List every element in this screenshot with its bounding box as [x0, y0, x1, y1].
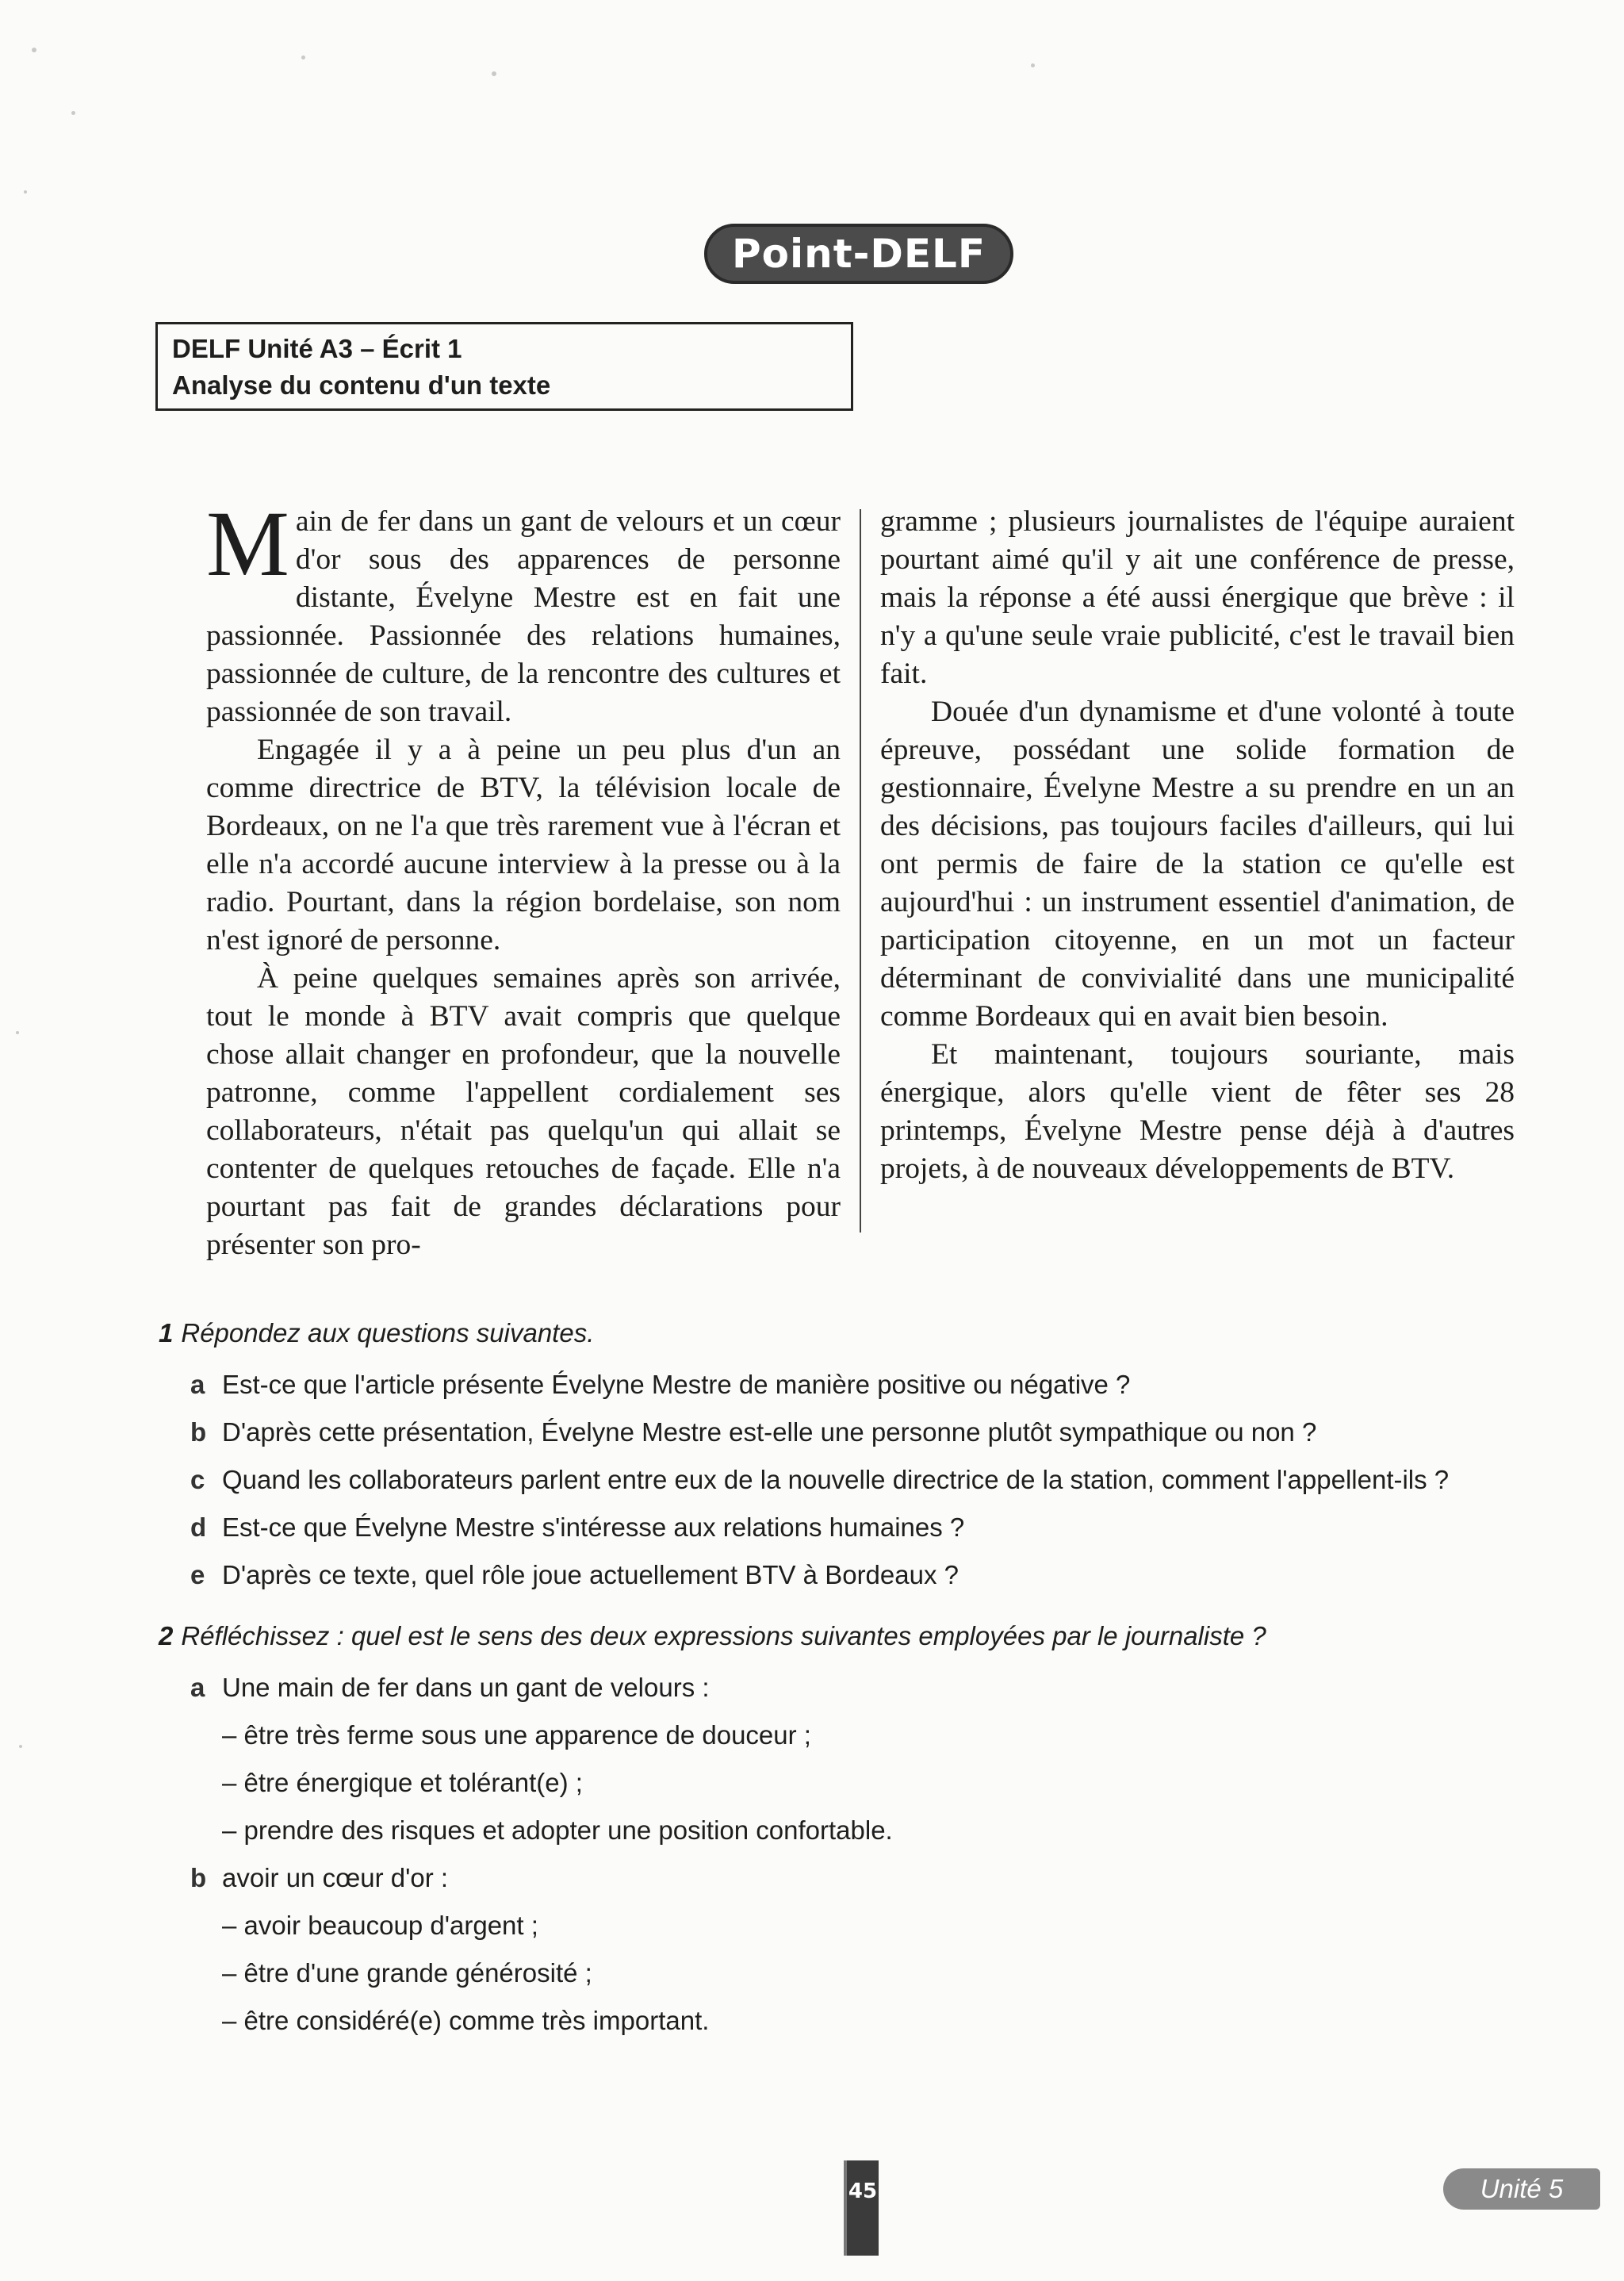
item-text: Est-ce que Évelyne Mestre s'intéresse aux relations humaines ?	[222, 1512, 965, 1542]
article-paragraph: gramme ; plusieurs journalistes de l'équipe auraient pourtant aimé qu'il y ait une conférence de presse, mais la réponse a été aussi énergique que brève : il n'y a qu'une seule vraie publicité, c'est le travail bien fait.	[880, 505, 1515, 690]
item-text: D'après ce texte, quel rôle joue actuellement BTV à Bordeaux ?	[222, 1560, 959, 1589]
scan-speckle	[492, 71, 496, 76]
question-item	[159, 1504, 1570, 1551]
item-text: Une main de fer dans un gant de velours :	[222, 1673, 710, 1702]
paragraph-text: ain de fer dans un gant de velours et un cœur d'or sous des apparences de personne distante, Évelyne Mestre est en fait une passionnée. Passionnée des relations humaines, passionnée de culture, de la rencontre des cultures et passionnée de son travail.	[206, 505, 841, 728]
question-number: 2	[159, 1621, 174, 1650]
scan-speckle	[32, 48, 36, 52]
item-letter: d	[190, 1512, 207, 1542]
item-letter: b	[190, 1417, 207, 1447]
scan-speckle	[301, 56, 305, 59]
item-letter: e	[190, 1560, 205, 1589]
question-title-text: Répondez aux questions suivantes.	[181, 1318, 595, 1348]
answer-option: – être d'une grande générosité ;	[222, 1958, 592, 1988]
article-column-right	[880, 503, 1515, 1264]
article	[206, 492, 1515, 1264]
item-text: Quand les collaborateurs parlent entre eux de la nouvelle directrice de la station, comment l'appellent-ils ?	[222, 1465, 1450, 1494]
answer-option: – prendre des risques et adopter une position confortable.	[222, 1815, 893, 1845]
unit-label: Unité 5	[1443, 2168, 1600, 2210]
article-paragraph: Et maintenant, toujours souriante, mais énergique, alors qu'elle vient de fêter ses 28 printemps, Évelyne Mestre pense déjà à d'autres projets, à de nouveaux développements de BTV.	[880, 1038, 1515, 1185]
article-paragraph: À peine quelques semaines après son arrivée, tout le monde à BTV avait compris que quelque chose allait changer en profondeur, que la nouvelle patronne, comme l'appellent cordialement ses collaborateurs, n'était pas quelqu'un qui allait se contenter de quelques retouches de façade. Elle n'a pourtant pas fait de grandes déclarations pour présenter son pro-	[206, 962, 841, 1261]
question-1-title	[159, 1313, 1570, 1353]
page-number: 45	[844, 2160, 879, 2256]
point-delf-badge: Point-DELF	[704, 224, 1013, 284]
article-paragraph: Engagée il y a à peine un peu plus d'un an comme directrice de BTV, la télévision locale de Bordeaux, on ne l'a que très rarement vue à l'écran et elle n'a accordé aucune interview à la presse ou à la radio. Pourtant, dans la région bordelaise, son nom n'est ignoré de personne.	[206, 734, 841, 956]
scan-speckle	[24, 190, 27, 194]
question-number: 1	[159, 1318, 174, 1348]
question-item	[159, 1409, 1570, 1456]
question-title-text: Réfléchissez : quel est le sens des deux expressions suivantes employées par le journaliste ?	[181, 1621, 1266, 1650]
item-letter: a	[190, 1673, 205, 1702]
question-2-title	[159, 1616, 1570, 1656]
item-letter: b	[190, 1863, 207, 1892]
scan-speckle	[16, 1031, 19, 1034]
drop-cap: M	[206, 492, 289, 596]
item-letter: a	[190, 1370, 205, 1399]
question-item	[159, 1551, 1570, 1599]
question-item	[159, 1854, 1570, 1902]
column-divider	[860, 509, 861, 1233]
answer-option: – être énergique et tolérant(e) ;	[222, 1768, 583, 1797]
scan-speckle	[71, 111, 75, 115]
item-text: avoir un cœur d'or :	[222, 1863, 449, 1892]
question-item	[159, 1664, 1570, 1712]
article-paragraph: Douée d'un dynamisme et d'une volonté à toute épreuve, possédant une solide formation de gestionnaire, Évelyne Mestre a su prendre en un an des décisions, pas toujours faciles d'ailleurs, qui lui ont permis de faire de la station ce qu'elle est aujourd'hui : un instrument essentiel d'animation, de participation citoyenne, en un mot un facteur déterminant de convivialité dans une municipalité comme Bordeaux qui en avait bien besoin.	[880, 696, 1515, 1033]
unit-title-box	[155, 322, 853, 411]
scan-speckle	[19, 1745, 22, 1748]
article-column-left	[206, 492, 841, 1264]
item-text: Est-ce que l'article présente Évelyne Mestre de manière positive ou négative ?	[222, 1370, 1131, 1399]
answer-option: – être considéré(e) comme très important.	[222, 2006, 710, 2035]
unit-title: DELF Unité A3 – Écrit 1	[172, 334, 462, 363]
scan-speckle	[1031, 63, 1035, 67]
exercises	[159, 1313, 1570, 2045]
item-letter: c	[190, 1465, 205, 1494]
answer-option: – avoir beaucoup d'argent ;	[222, 1911, 538, 1940]
question-item	[159, 1456, 1570, 1504]
question-item	[159, 1361, 1570, 1409]
item-text: D'après cette présentation, Évelyne Mestre est-elle une personne plutôt sympathique ou non ?	[222, 1417, 1317, 1447]
unit-subtitle: Analyse du contenu d'un texte	[172, 370, 551, 400]
answer-option: – être très ferme sous une apparence de douceur ;	[222, 1720, 811, 1750]
article-paragraph	[206, 492, 841, 731]
